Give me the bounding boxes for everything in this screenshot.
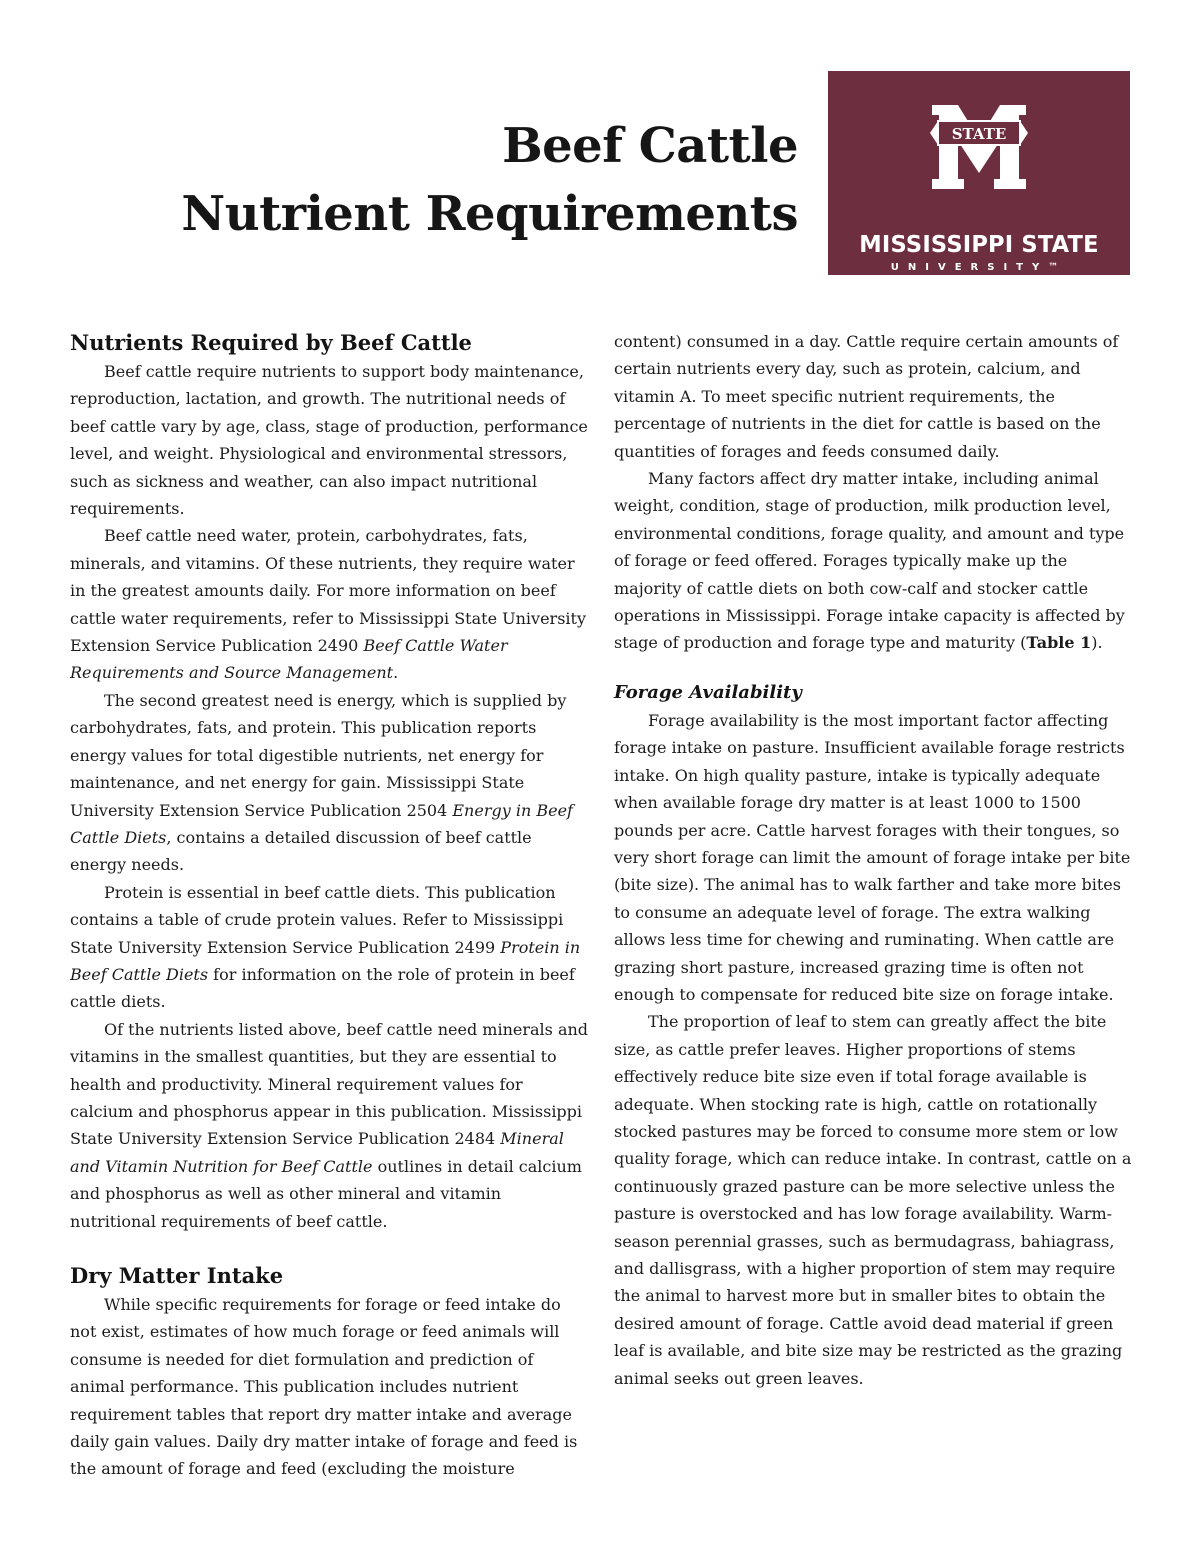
logo-university-word: UNIVERSITY™ [890,262,1068,273]
page-title [181,112,798,248]
svg-text:STATE: STATE [951,125,1007,143]
logo-divider [838,282,1120,284]
title-line-2: Nutrient Requirements [181,186,798,242]
left-column [70,328,590,1483]
heading-dry-matter-intake: Dry Matter Intake [70,1263,284,1288]
paragraph: Forage availability is the most important factor affecting forage intake on pasture. Insufficient available forage restricts intake. On high quality pasture, intake is typically adequate when available forage dry matter is at least 1000 to 1500 pounds per acre. Cattle harvest forages with their tongues, so very short forage can limit the amount of forage intake per bite (bite size). The animal has to walk farther and take more bites to consume an adequate level of forage. The extra walking allows less time for chewing and ruminating. When cattle are grazing short pasture, increased grazing time is often not enough to compensate for reduced bite size on forage intake. [614,710,1131,1004]
logo-university-name: MISSISSIPPI STATE [859,232,1099,258]
right-column [614,328,1134,1392]
paragraph: The second greatest need is energy, which is supplied by carbohydrates, fats, and protein. This publication reports energy values for total digestible nutrients, net energy for maintenance, and net energy for gain. Mississippi State University Extension Service Publication 2504 Energy in Beef Cattle Diets, contains a detailed discussion of beef cattle energy needs. [70,690,573,875]
paragraph: The proportion of leaf to stem can greatly affect the bite size, as cattle prefer leaves. Higher proportions of stems effectively reduce bite size even if total forage available is adequate. When stocking rate is high, cattle on rotationally stocked pastures may be forced to consume more stem or low quality forage, which can reduce intake. In contrast, cattle on a continuously grazed pasture can be more selective unless the pasture is overstocked and has low forage availability. Warm-season perennial grasses, such as bermudagrass, bahiagrass, and dallisgrass, with a higher proportion of stem may require the animal to harvest more but in smaller bites to obtain the desired amount of forage. Cattle avoid dead material if green leaf is available, and bite size may be restricted as the grazing animal seeks out green leaves. [614,1012,1132,1388]
paragraph: Protein is essential in beef cattle diets. This publication contains a table of crude protein values. Refer to Mississippi State University Extension Service Publication 2499 Protein in Beef Cattle Diets for information on the role of protein in beef cattle diets. [70,882,581,1012]
paragraph: Many factors affect dry matter intake, including animal weight, condition, stage of production, milk production level, environmental conditions, forage quality, and amount and type of forage or feed offered. Forages typically make up the majority of cattle diets on both cow-calf and stocker cattle operations in Mississippi. Forage intake capacity is affected by stage of production and forage type and maturity (Table 1). [614,469,1125,653]
paragraph: While specific requirements for forage or feed intake do not exist, estimates of how much forage or feed animals will consume is needed for diet formulation and prediction of animal performance. This publication includes nutrient requirement tables that report dry matter intake and average daily gain values. Daily dry matter intake of forage and feed is the amount of forage and feed (excluding the moisture [70,1295,578,1479]
msu-seal-icon [828,83,1130,233]
logo-extension: EXTENSION [893,293,1065,323]
heading-nutrients-required: Nutrients Required by Beef Cattle [70,330,472,355]
paragraph: Beef cattle require nutrients to support body maintenance, reproduction, lactation, and growth. The nutritional needs of beef cattle vary by age, class, stage of production, performance level, and weight. Physiological and environmental stressors, such as sickness and weather, can also impact nutritional requirements. [70,362,588,519]
paragraph: Beef cattle need water, protein, carbohydrates, fats, minerals, and vitamins. Of these nutrients, they require water in the greatest amounts daily. For more information on beef cattle water requirements, refer to Mississippi State University Extension Service Publication 2490 Beef Cattle Water Requirements and Source Management. [70,526,586,683]
paragraph: content) consumed in a day. Cattle require certain amounts of certain nutrients every day, such as protein, calcium, and vitamin A. To meet specific nutrient requirements, the percentage of nutrients in the diet for cattle is based on the quantities of forages and feeds consumed daily. [614,332,1119,461]
paragraph: Of the nutrients listed above, beef cattle need minerals and vitamins in the smallest quantities, but they are essential to health and productivity. Mineral requirement values for calcium and phosphorus appear in this publication. Mississippi State University Extension Service Publication 2484 Mineral and Vitamin Nutrition for Beef Cattle outlines in detail calcium and phosphorus as well as other mineral and vitamin nutritional requirements of beef cattle. [70,1019,589,1231]
msu-extension-logo [828,71,1130,323]
title-line-1: Beef Cattle [502,118,798,174]
heading-forage-availability: Forage Availability [614,681,802,703]
